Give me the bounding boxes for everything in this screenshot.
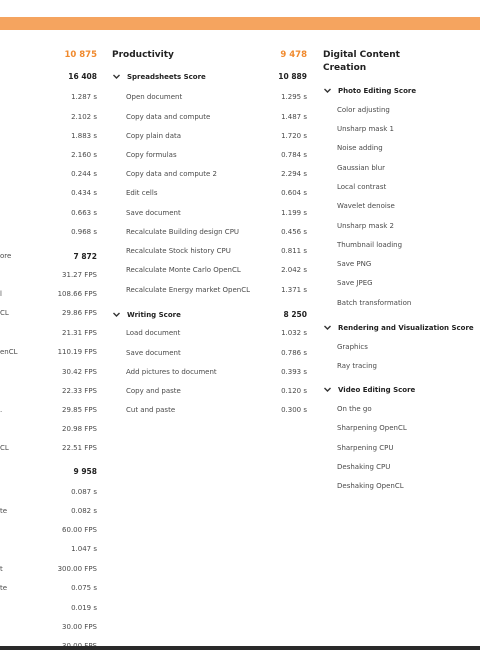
- rendering-label: Rendering and Visualization Score: [338, 323, 474, 332]
- col1-score-value: 16 408: [68, 72, 97, 81]
- col1-label-fragment: enCL: [0, 348, 18, 356]
- col1-label-fragment: CL: [0, 309, 9, 317]
- col1-result-value: 108.66 FPS: [57, 290, 97, 298]
- spreadsheet-test-label: Recalculate Building design CPU: [126, 228, 240, 236]
- writing-test-label: Add pictures to document: [126, 368, 217, 376]
- spreadsheet-test-label: Copy data and compute: [126, 113, 211, 121]
- chevron-down-icon: [112, 310, 121, 319]
- chevron-down-icon: [323, 86, 332, 95]
- photo-test-label: Gaussian blur: [337, 164, 386, 172]
- spreadsheets-score-label: Spreadsheets Score: [127, 72, 206, 81]
- writing-test-label: Cut and paste: [126, 406, 176, 414]
- col1-result-value: 1.047 s: [71, 545, 97, 553]
- col1-result-value: 30.00 FPS: [62, 623, 97, 631]
- col1-result-value: 0.663 s: [71, 209, 97, 217]
- video-editing-label: Video Editing Score: [338, 385, 416, 394]
- col1-label-fragment: te: [0, 584, 8, 592]
- col1-result-value: 2.160 s: [71, 151, 97, 159]
- spreadsheet-test-value: 2.042 s: [281, 266, 307, 274]
- photo-test-label: Color adjusting: [337, 106, 390, 114]
- writing-test-value: 0.120 s: [281, 387, 307, 395]
- spreadsheets-score-toggle[interactable]: [112, 72, 206, 81]
- spreadsheet-test-value: 1.371 s: [281, 286, 307, 294]
- header-accent-bar: [0, 17, 480, 30]
- rendering-test-label: Graphics: [337, 343, 368, 351]
- chevron-down-icon: [112, 72, 121, 81]
- col1-label-fragment: l: [0, 290, 2, 298]
- col1-result-value: 30.42 FPS: [62, 368, 97, 376]
- col1-result-value: 1.883 s: [71, 132, 97, 140]
- productivity-score: 9 478: [280, 50, 307, 60]
- bottom-border: [0, 646, 480, 650]
- spreadsheets-score-value: 10 889: [278, 72, 307, 81]
- writing-test-label: Copy and paste: [126, 387, 181, 395]
- video-test-label: Sharpening CPU: [337, 444, 394, 452]
- photo-test-label: Save JPEG: [337, 279, 373, 287]
- spreadsheet-test-value: 1.199 s: [281, 209, 307, 217]
- col1-result-value: 0.968 s: [71, 228, 97, 236]
- chevron-down-icon: [323, 385, 332, 394]
- col1-label-fragment: CL: [0, 444, 9, 452]
- writing-score-toggle[interactable]: [112, 310, 181, 319]
- spreadsheet-test-label: Copy plain data: [126, 132, 182, 140]
- video-test-label: Deshaking CPU: [337, 463, 391, 471]
- col1-label-fragment: te: [0, 507, 8, 515]
- spreadsheet-test-value: 1.720 s: [281, 132, 307, 140]
- spreadsheet-test-label: Open document: [126, 93, 183, 101]
- spreadsheet-test-value: 2.294 s: [281, 170, 307, 178]
- photo-test-label: Local contrast: [337, 183, 387, 191]
- col1-result-value: 29.85 FPS: [62, 406, 97, 414]
- photo-editing-label: Photo Editing Score: [338, 86, 417, 95]
- col1-result-value: 0.434 s: [71, 189, 97, 197]
- spreadsheet-test-label: Save document: [126, 209, 181, 217]
- spreadsheet-test-label: Copy formulas: [126, 151, 177, 159]
- photo-test-label: Noise adding: [337, 144, 383, 152]
- spreadsheet-test-label: Recalculate Energy market OpenCL: [126, 286, 251, 294]
- writing-test-value: 0.786 s: [281, 349, 307, 357]
- col1-result-value: 2.102 s: [71, 113, 97, 121]
- col1-result-value: 60.00 FPS: [62, 526, 97, 534]
- spreadsheet-test-label: Copy data and compute 2: [126, 170, 217, 178]
- spreadsheet-test-value: 0.784 s: [281, 151, 307, 159]
- photo-editing-toggle[interactable]: [323, 86, 416, 95]
- spreadsheet-test-value: 1.487 s: [281, 113, 307, 121]
- writing-test-label: Save document: [126, 349, 181, 357]
- writing-score-label: Writing Score: [127, 310, 181, 319]
- col1-label-fragment: t: [0, 565, 3, 573]
- col1-result-value: 29.86 FPS: [62, 309, 97, 317]
- col1-result-value: 110.19 FPS: [57, 348, 97, 356]
- col1-score-value: 7 872: [73, 252, 97, 261]
- col1-result-value: 0.075 s: [71, 584, 97, 592]
- col1-result-value: 300.00 FPS: [57, 565, 97, 573]
- spreadsheet-test-value: 0.811 s: [281, 247, 307, 255]
- rendering-toggle[interactable]: [323, 323, 474, 332]
- col1-result-value: 0.244 s: [71, 170, 97, 178]
- col1-result-value: 1.287 s: [71, 93, 97, 101]
- video-editing-toggle[interactable]: [323, 385, 415, 394]
- spreadsheet-test-value: 0.604 s: [281, 189, 307, 197]
- col1-result-value: 0.082 s: [71, 507, 97, 515]
- spreadsheet-test-value: 0.456 s: [281, 228, 307, 236]
- col1-result-value: 22.51 FPS: [62, 444, 97, 452]
- writing-test-label: Load document: [126, 329, 181, 337]
- photo-test-label: Batch transformation: [337, 299, 412, 307]
- spreadsheet-test-value: 1.295 s: [281, 93, 307, 101]
- col1-result-value: 0.087 s: [71, 488, 97, 496]
- col1-score-value: 9 958: [73, 467, 97, 476]
- col1-result-value: 20.98 FPS: [62, 425, 97, 433]
- writing-test-value: 0.393 s: [281, 368, 307, 376]
- dcc-title-line2: Creation: [323, 63, 367, 73]
- col1-result-value: 31.27 FPS: [62, 271, 97, 279]
- dcc-title-line1: Digital Content: [323, 50, 400, 60]
- photo-test-label: Unsharp mask 1: [337, 125, 394, 133]
- col1-result-value: 22.33 FPS: [62, 387, 97, 395]
- col1-label-fragment: .: [0, 406, 3, 414]
- spreadsheet-test-label: Recalculate Monte Carlo OpenCL: [126, 266, 241, 274]
- col1-result-value: 0.019 s: [71, 604, 97, 612]
- photo-test-label: Unsharp mask 2: [337, 222, 394, 230]
- col1-result-value: 21.31 FPS: [62, 329, 97, 337]
- video-test-label: Sharpening OpenCL: [337, 424, 407, 432]
- photo-test-label: Save PNG: [337, 260, 372, 268]
- spreadsheet-test-label: Recalculate Stock history CPU: [126, 247, 231, 255]
- rendering-test-label: Ray tracing: [337, 362, 377, 370]
- photo-test-label: Wavelet denoise: [337, 202, 395, 210]
- video-test-label: Deshaking OpenCL: [337, 482, 404, 490]
- productivity-title: Productivity: [112, 50, 174, 60]
- writing-test-value: 1.032 s: [281, 329, 307, 337]
- writing-score-value: 8 250: [283, 310, 307, 319]
- chevron-down-icon: [323, 323, 332, 332]
- video-test-label: On the go: [337, 405, 372, 413]
- writing-test-value: 0.300 s: [281, 406, 307, 414]
- col1-label-fragment: ore: [0, 252, 12, 260]
- photo-test-label: Thumbnail loading: [337, 241, 403, 249]
- col1-top-score: 10 875: [64, 50, 97, 60]
- spreadsheet-test-label: Edit cells: [126, 189, 158, 197]
